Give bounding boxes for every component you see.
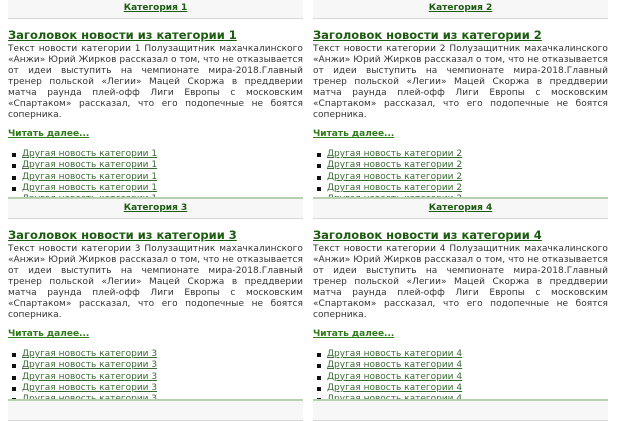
news-text-2: Текст новости категории 2 Полузащитник махачкалинского «Анжи» Юрий Жирков рассказал о том, что не отказывается от идеи выступить на чемпионате мира-2018.Главный тренер польской «Легии» Мацей Скоржа в преддверии матча раунда плей-офф Лиги Европы с московским «Спартаком» рассказал, что его подопечные не боятся соперника. <box>313 44 608 120</box>
bullet-icon <box>12 176 16 180</box>
bullet-icon <box>12 387 16 391</box>
list-item <box>8 383 303 394</box>
category-header-next-left <box>8 399 303 421</box>
bullet-icon <box>317 153 321 157</box>
bullet-icon <box>12 187 16 191</box>
category-link-3[interactable]: Категория 3 <box>123 203 188 213</box>
other-news-link[interactable]: Другая новость категории 4 <box>327 349 463 359</box>
other-news-link[interactable]: Другая новость категории 2 <box>327 149 463 159</box>
other-news-link[interactable]: Другая новость категории 2 <box>327 171 463 182</box>
news-title-4[interactable]: Заголовок новости из категории 4 <box>313 228 542 242</box>
other-news-link[interactable]: Другая новость категории 2 <box>327 160 463 171</box>
other-news-link[interactable]: Другая новость категории 1 <box>22 149 158 159</box>
list-item <box>313 183 608 194</box>
news-text-3: Текст новости категории 3 Полузащитник махачкалинского «Анжи» Юрий Жирков рассказал о том, что не отказывается от идеи выступить на чемпионате мира-2018.Главный тренер польской «Легии» Мацей Скоржа в преддверии матча раунда плей-офф Лиги Европы с московским «Спартаком» рассказал, что его подопечные не боятся соперника. <box>8 244 303 320</box>
bullet-icon <box>12 353 16 357</box>
other-news-link[interactable]: Другая новость категории 1 <box>22 171 158 182</box>
category-header-4 <box>313 197 608 219</box>
other-news-link[interactable]: Другая новость категории 4 <box>327 371 463 382</box>
list-item <box>313 160 608 171</box>
category-block-3 <box>8 197 303 405</box>
other-news-link[interactable]: Другая новость категории 3 <box>22 349 158 359</box>
category-link-4[interactable]: Категория 4 <box>428 203 493 213</box>
category-block-1 <box>8 0 303 205</box>
other-news-link[interactable]: Другая новость категории 2 <box>327 182 463 193</box>
other-news-list-4 <box>313 349 608 405</box>
list-item <box>8 360 303 371</box>
bullet-icon <box>317 164 321 168</box>
category-link-1[interactable]: Категория 1 <box>123 3 188 13</box>
category-block-next-left <box>8 399 303 421</box>
list-item <box>313 172 608 183</box>
category-header-3 <box>8 197 303 219</box>
category-block-4 <box>313 197 608 405</box>
news-text-1: Текст новости категории 1 Полузащитник махачкалинского «Анжи» Юрий Жирков рассказал о том, что не отказывается от идеи выступить на чемпионате мира-2018.Главный тренер польской «Легии» Мацей Скоржа в преддверии матча раунда плей-офф Лиги Европы с московским «Спартаком» рассказал, что его подопечные не боятся соперника. <box>8 44 303 120</box>
other-news-link[interactable]: Другая новость категории 3 <box>22 382 158 393</box>
bullet-icon <box>317 353 321 357</box>
bullet-icon <box>317 364 321 368</box>
list-item <box>8 160 303 171</box>
list-item <box>313 360 608 371</box>
news-title-1[interactable]: Заголовок новости из категории 1 <box>8 28 237 42</box>
bullet-icon <box>317 376 321 380</box>
category-header-next-right <box>313 399 608 421</box>
category-header-2 <box>313 0 608 19</box>
read-more-link-3[interactable]: Читать далее... <box>8 329 90 339</box>
bullet-icon <box>12 153 16 157</box>
news-text-4: Текст новости категории 4 Полузащитник махачкалинского «Анжи» Юрий Жирков рассказал о том, что не отказывается от идеи выступить на чемпионате мира-2018.Главный тренер польской «Легии» Мацей Скоржа в преддверии матча раунда плей-офф Лиги Европы с московским «Спартаком» рассказал, что его подопечные не боятся соперника. <box>313 244 608 320</box>
list-item <box>313 383 608 394</box>
list-item <box>8 183 303 194</box>
bullet-icon <box>317 387 321 391</box>
bullet-icon <box>12 364 16 368</box>
other-news-link[interactable]: Другая новость категории 1 <box>22 182 158 193</box>
category-link-2[interactable]: Категория 2 <box>428 3 493 13</box>
other-news-link[interactable]: Другая новость категории 4 <box>327 382 463 393</box>
bullet-icon <box>317 176 321 180</box>
bullet-icon <box>12 376 16 380</box>
other-news-link[interactable]: Другая новость категории 3 <box>22 371 158 382</box>
list-item <box>8 149 303 160</box>
list-item <box>8 372 303 383</box>
other-news-link[interactable]: Другая новость категории 1 <box>22 160 158 171</box>
news-title-2[interactable]: Заголовок новости из категории 2 <box>313 28 542 42</box>
read-more-link-4[interactable]: Читать далее... <box>313 329 395 339</box>
read-more-link-1[interactable]: Читать далее... <box>8 129 90 139</box>
list-item <box>313 349 608 360</box>
other-news-link[interactable]: Другая новость категории 3 <box>22 360 158 371</box>
other-news-link[interactable]: Другая новость категории 4 <box>327 360 463 371</box>
bullet-icon <box>317 187 321 191</box>
list-item <box>8 349 303 360</box>
list-item <box>313 149 608 160</box>
list-item <box>313 372 608 383</box>
news-title-3[interactable]: Заголовок новости из категории 3 <box>8 228 237 242</box>
other-news-list-3 <box>8 349 303 405</box>
category-header-1 <box>8 0 303 19</box>
list-item <box>8 172 303 183</box>
bullet-icon <box>12 164 16 168</box>
read-more-link-2[interactable]: Читать далее... <box>313 129 395 139</box>
category-block-next-right <box>313 399 608 421</box>
category-block-2 <box>313 0 608 205</box>
